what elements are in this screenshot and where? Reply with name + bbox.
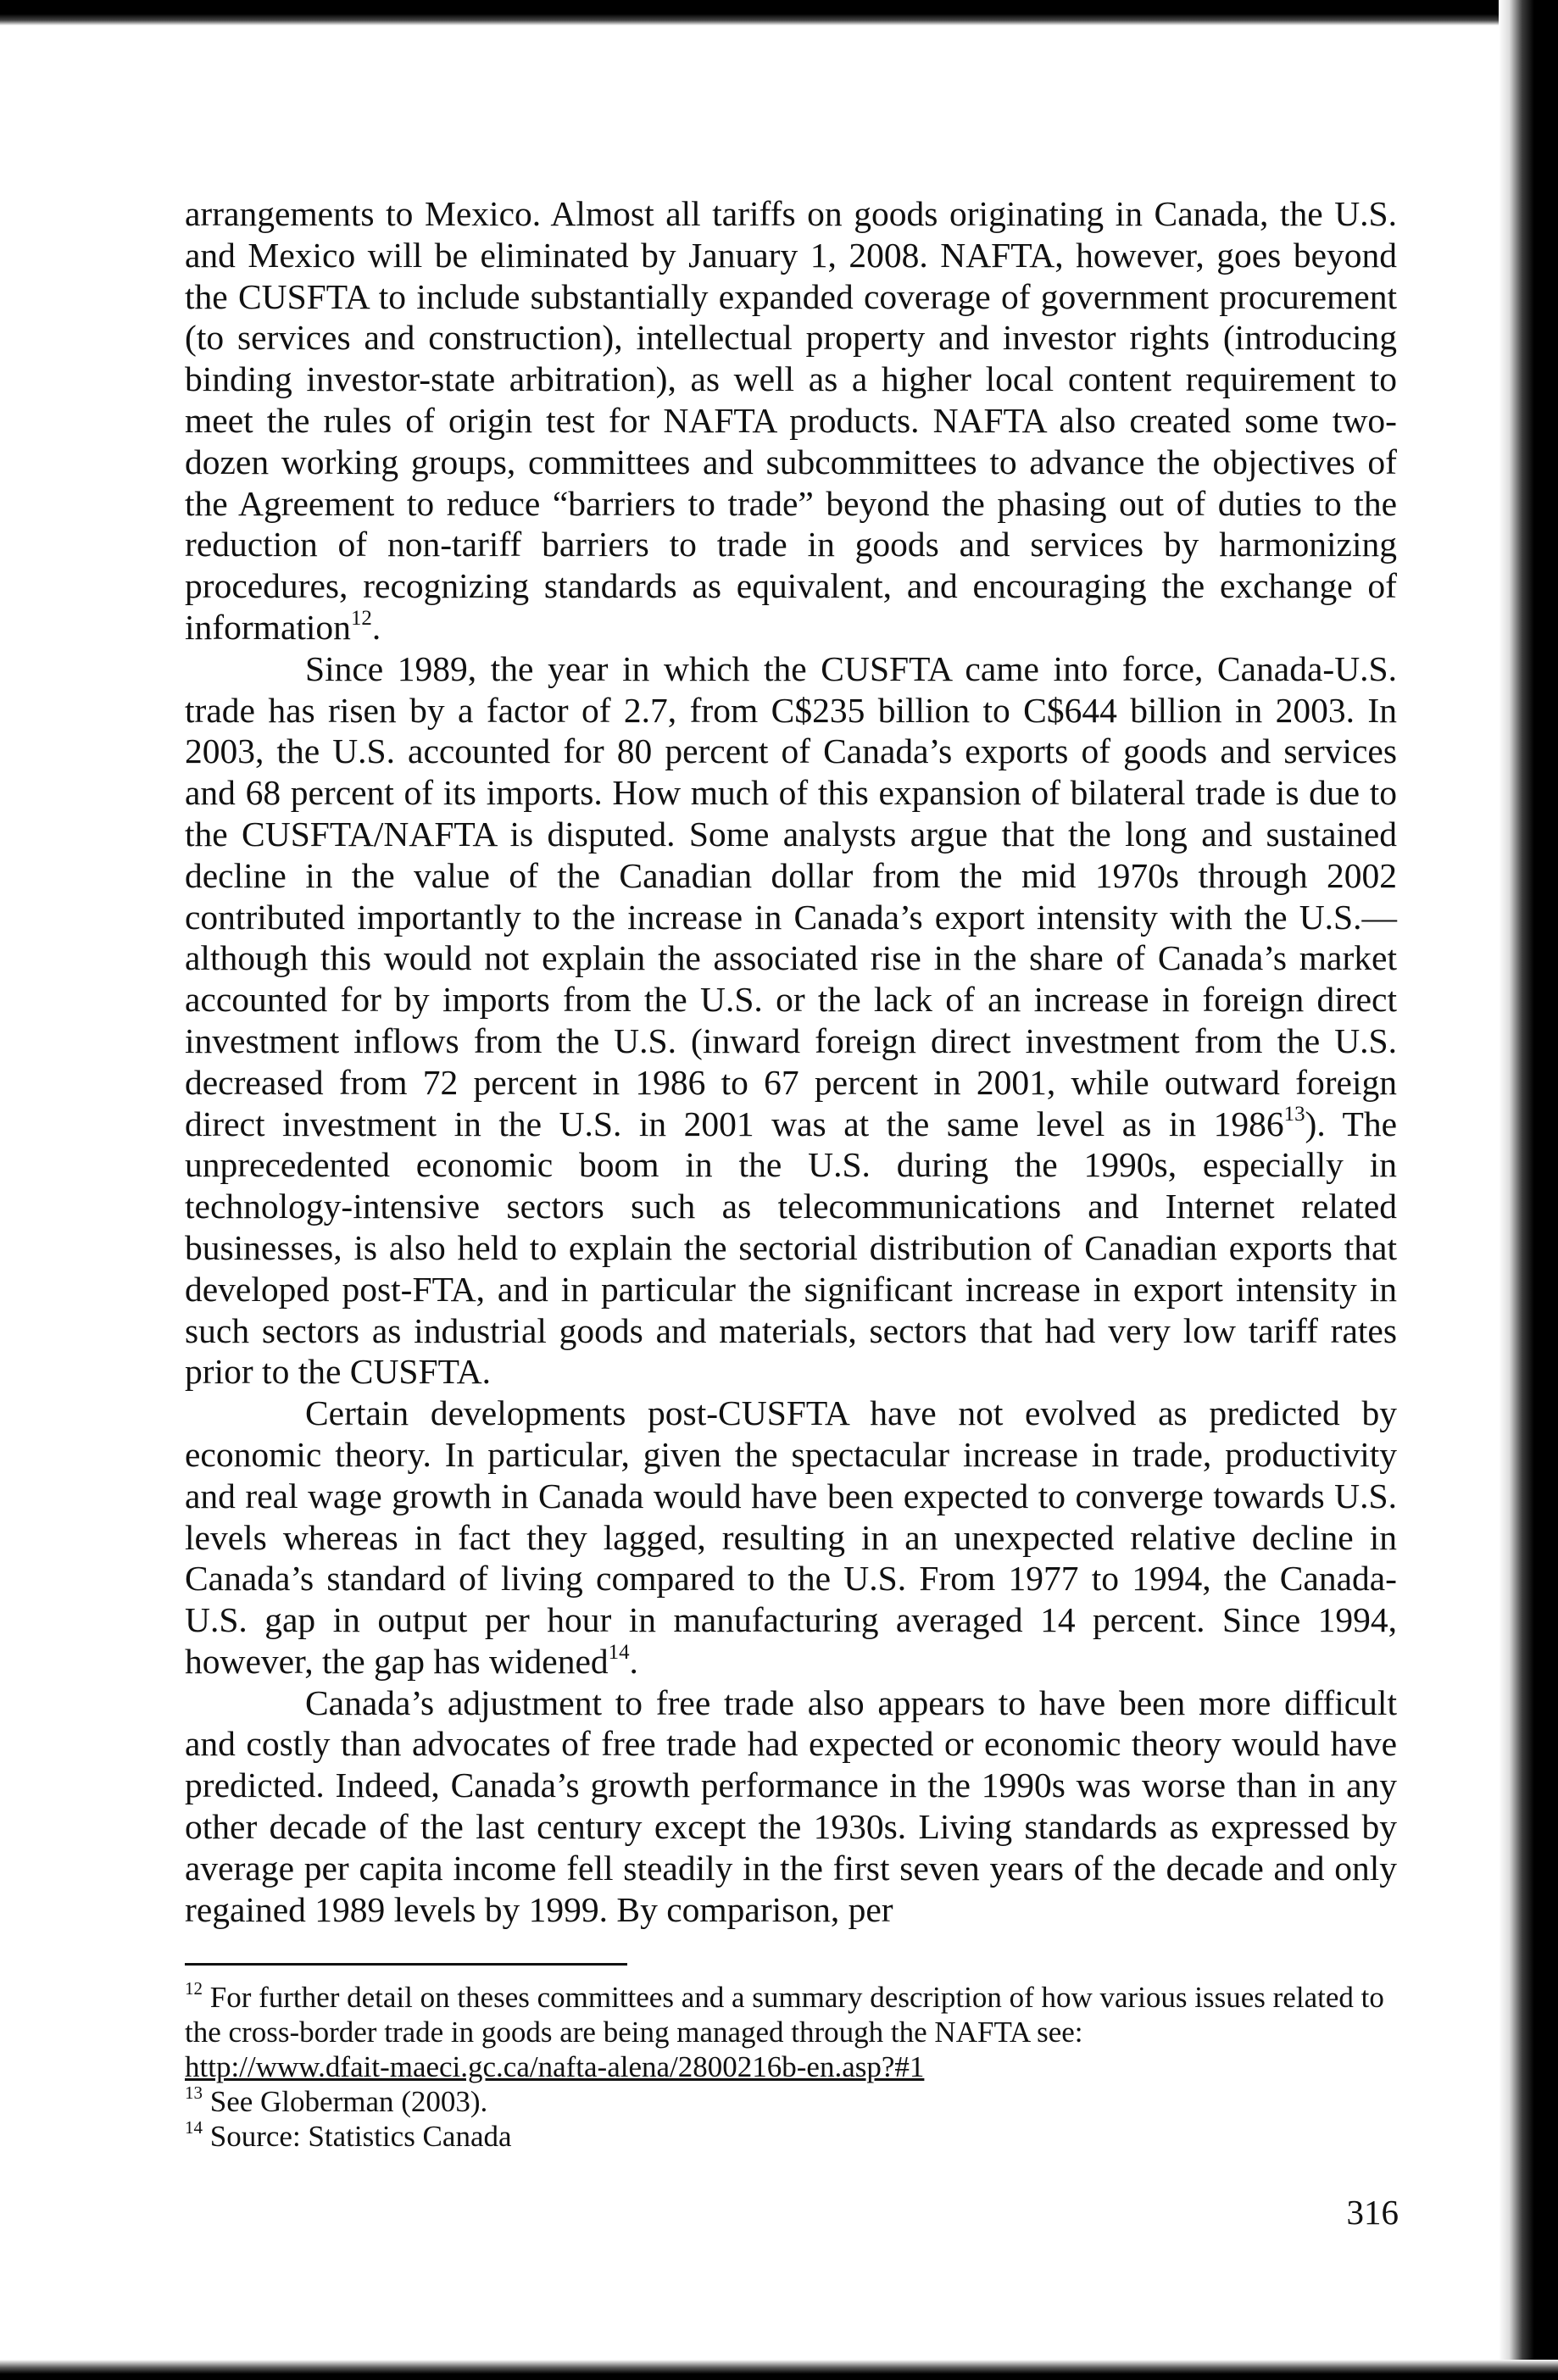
footnote-14 xyxy=(185,2119,1397,2154)
footnote-text: Source: Statistics Canada xyxy=(209,2120,512,2153)
paragraph-2: Since 1989, the year in which the CUSFTA came into force, Canada-U.S. trade has risen by a factor of 2.7, from C$235 billion to C$644 billion in 2003. In 2003, the U.S. accounted for 80 percent of Canada’s exports of goods and services and 68 percent of its imports. How much of this expansion of bilateral trade is due to the CUSFTA/NAFTA is disputed. Some analysts argue that the long and sustained decline in the value of the Canadian dollar from the mid 1970s through 2002 contributed importantly to the increase in Canada’s export intensity with the U.S.—although this would not explain the associated rise in the share of Canada’s market accounted for by imports from the U.S. or the lack of an increase in foreign direct investment inflows from the U.S. (inward foreign direct investment from the U.S. decreased from 72 percent in 1986 to 67 percent in 2001, while outward foreign direct investment in the U.S. in 2001 was at the same level as in 1986$^{13}$). The unprecedented economic boom in the U.S. during the 1990s, especially in technology-intensive sectors such as telecommunications and Internet related businesses, is also held to explain the sectorial distribution of Canadian exports that developed post-FTA, and in particular the significant increase in export intensity in such sectors as industrial goods and materials, sectors that had very low tariff rates prior to the CUSFTA. xyxy=(185,648,1397,1392)
footnote-link[interactable]: http://www.dfait-maeci.gc.ca/nafta-alena/2800216b-en.asp?#1 xyxy=(185,2050,925,2083)
footnote-mark: 12 xyxy=(185,1978,203,1999)
footnote-12 xyxy=(185,1980,1397,2084)
scan-edge-bottom xyxy=(0,2360,1558,2380)
scan-edge-top xyxy=(0,0,1558,25)
footnote-ref-12[interactable]: 12 xyxy=(350,606,372,630)
paragraph-4: Canada’s adjustment to free trade also appears to have been more difficult and costly than advocates of free trade had expected or economic theory would have predicted. Indeed, Canada’s growth performance in the 1990s was worse than in any other decade of the last century except the 1930s. Living standards as expressed by average per capita income fell steadily in the first seven years of the decade and only regained 1989 levels by 1999. By comparison, per xyxy=(185,1682,1397,1929)
paragraph-3: Certain developments post-CUSFTA have not evolved as predicted by economic theory. In particular, given the spectacular increase in trade, productivity and real wage growth in Canada would have been expected to converge towards U.S. levels whereas in fact they lagged, resulting in an unexpected relative decline in Canada’s standard of living compared to the U.S. From 1977 to 1994, the Canada-U.S. gap in output per hour in manufacturing averaged 14 percent. Since 1994, however, the gap has widened$^{14}$. xyxy=(185,1393,1397,1681)
main-text xyxy=(185,193,1397,1930)
footnote-text: See Globerman (2003). xyxy=(209,2085,488,2118)
footnote-mark: 13 xyxy=(185,2082,203,2104)
footnote-text: For further detail on theses committees and a summary description of how various issues related to the cross-border trade in goods are being managed through the NAFTA see: xyxy=(185,1981,1384,2049)
footnote-ref-14[interactable]: 14 xyxy=(608,1640,630,1664)
footnotes xyxy=(185,1980,1397,2154)
footnote-13 xyxy=(185,2084,1397,2119)
page-number: 316 xyxy=(1346,2193,1399,2232)
footnote-ref-13[interactable]: 13 xyxy=(1283,1103,1305,1126)
footnote-mark: 14 xyxy=(185,2117,203,2138)
footnote-divider xyxy=(185,1963,627,1966)
paragraph-1: arrangements to Mexico. Almost all tariffs on goods originating in Canada, the U.S. and Mexico will be eliminated by January 1, 2008. NAFTA, however, goes beyond the CUSFTA to include substantially expanded coverage of government procurement (to services and construction), intellectual property and investor rights (introducing binding investor-state arbitration), as well as a higher local content requirement to meet the rules of origin test for NAFTA products. NAFTA also created some two-dozen working groups, committees and subcommittees to advance the objectives of the Agreement to reduce “barriers to trade” beyond the phasing out of duties to the reduction of non-tariff barriers to trade in goods and services by harmonizing procedures, recognizing standards as equivalent, and encouraging the exchange of information$^{12}$. xyxy=(185,194,1397,647)
scan-edge-right xyxy=(1499,0,1558,2380)
